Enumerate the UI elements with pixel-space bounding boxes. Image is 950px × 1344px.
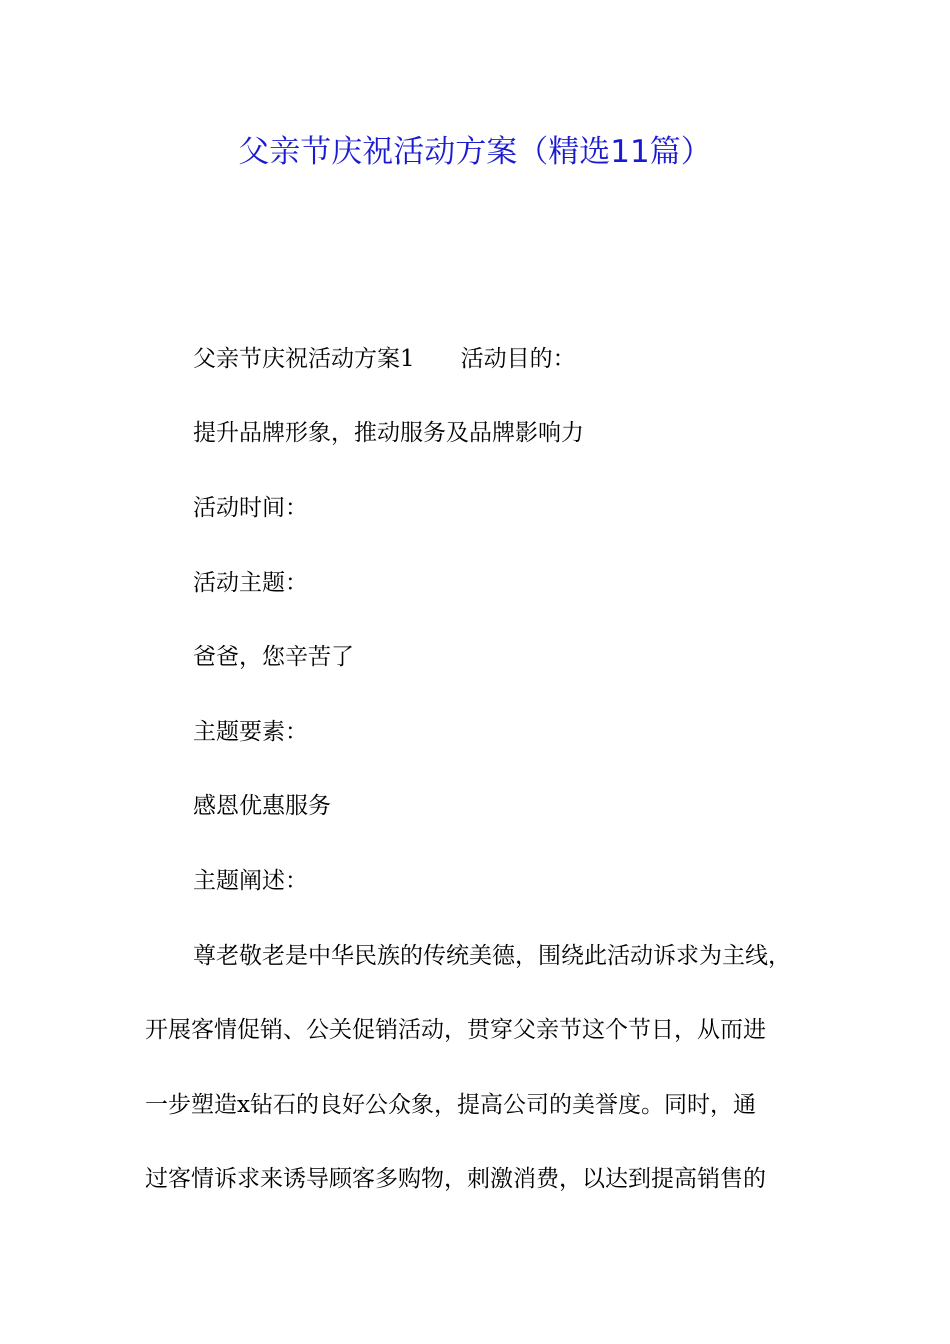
activity-purpose-text: 提升品牌形象，推动服务及品牌影响力 (193, 420, 584, 446)
activity-theme-text: 爸爸，您辛苦了 (193, 644, 354, 670)
theme-elements-label: 主题要素： (193, 719, 308, 745)
theme-elements-text: 感恩优惠服务 (193, 793, 331, 819)
document-title: 父亲节庆祝活动方案（精选11篇） (238, 134, 712, 170)
paragraph-line: 过客情诉求来诱导顾客多购物，刺激消费，以达到提高销售的 (145, 1166, 766, 1192)
activity-purpose-label: 活动目的： (460, 346, 576, 372)
activity-time-label: 活动时间： (193, 495, 308, 521)
theme-description-label: 主题阐述： (193, 868, 308, 894)
paragraph-line: 开展客情促销、公关促销活动，贯穿父亲节这个节日，从而进 (145, 1017, 766, 1043)
section-heading: 父亲节庆祝活动方案1 (193, 346, 415, 372)
paragraph-line: 尊老敬老是中华民族的传统美德，围绕此活动诉求为主线， (193, 943, 791, 969)
activity-theme-label: 活动主题： (193, 570, 308, 596)
section-heading-line (193, 341, 576, 377)
paragraph-line: 一步塑造x钻石的良好公众象，提高公司的美誉度。同时，通 (145, 1092, 756, 1118)
